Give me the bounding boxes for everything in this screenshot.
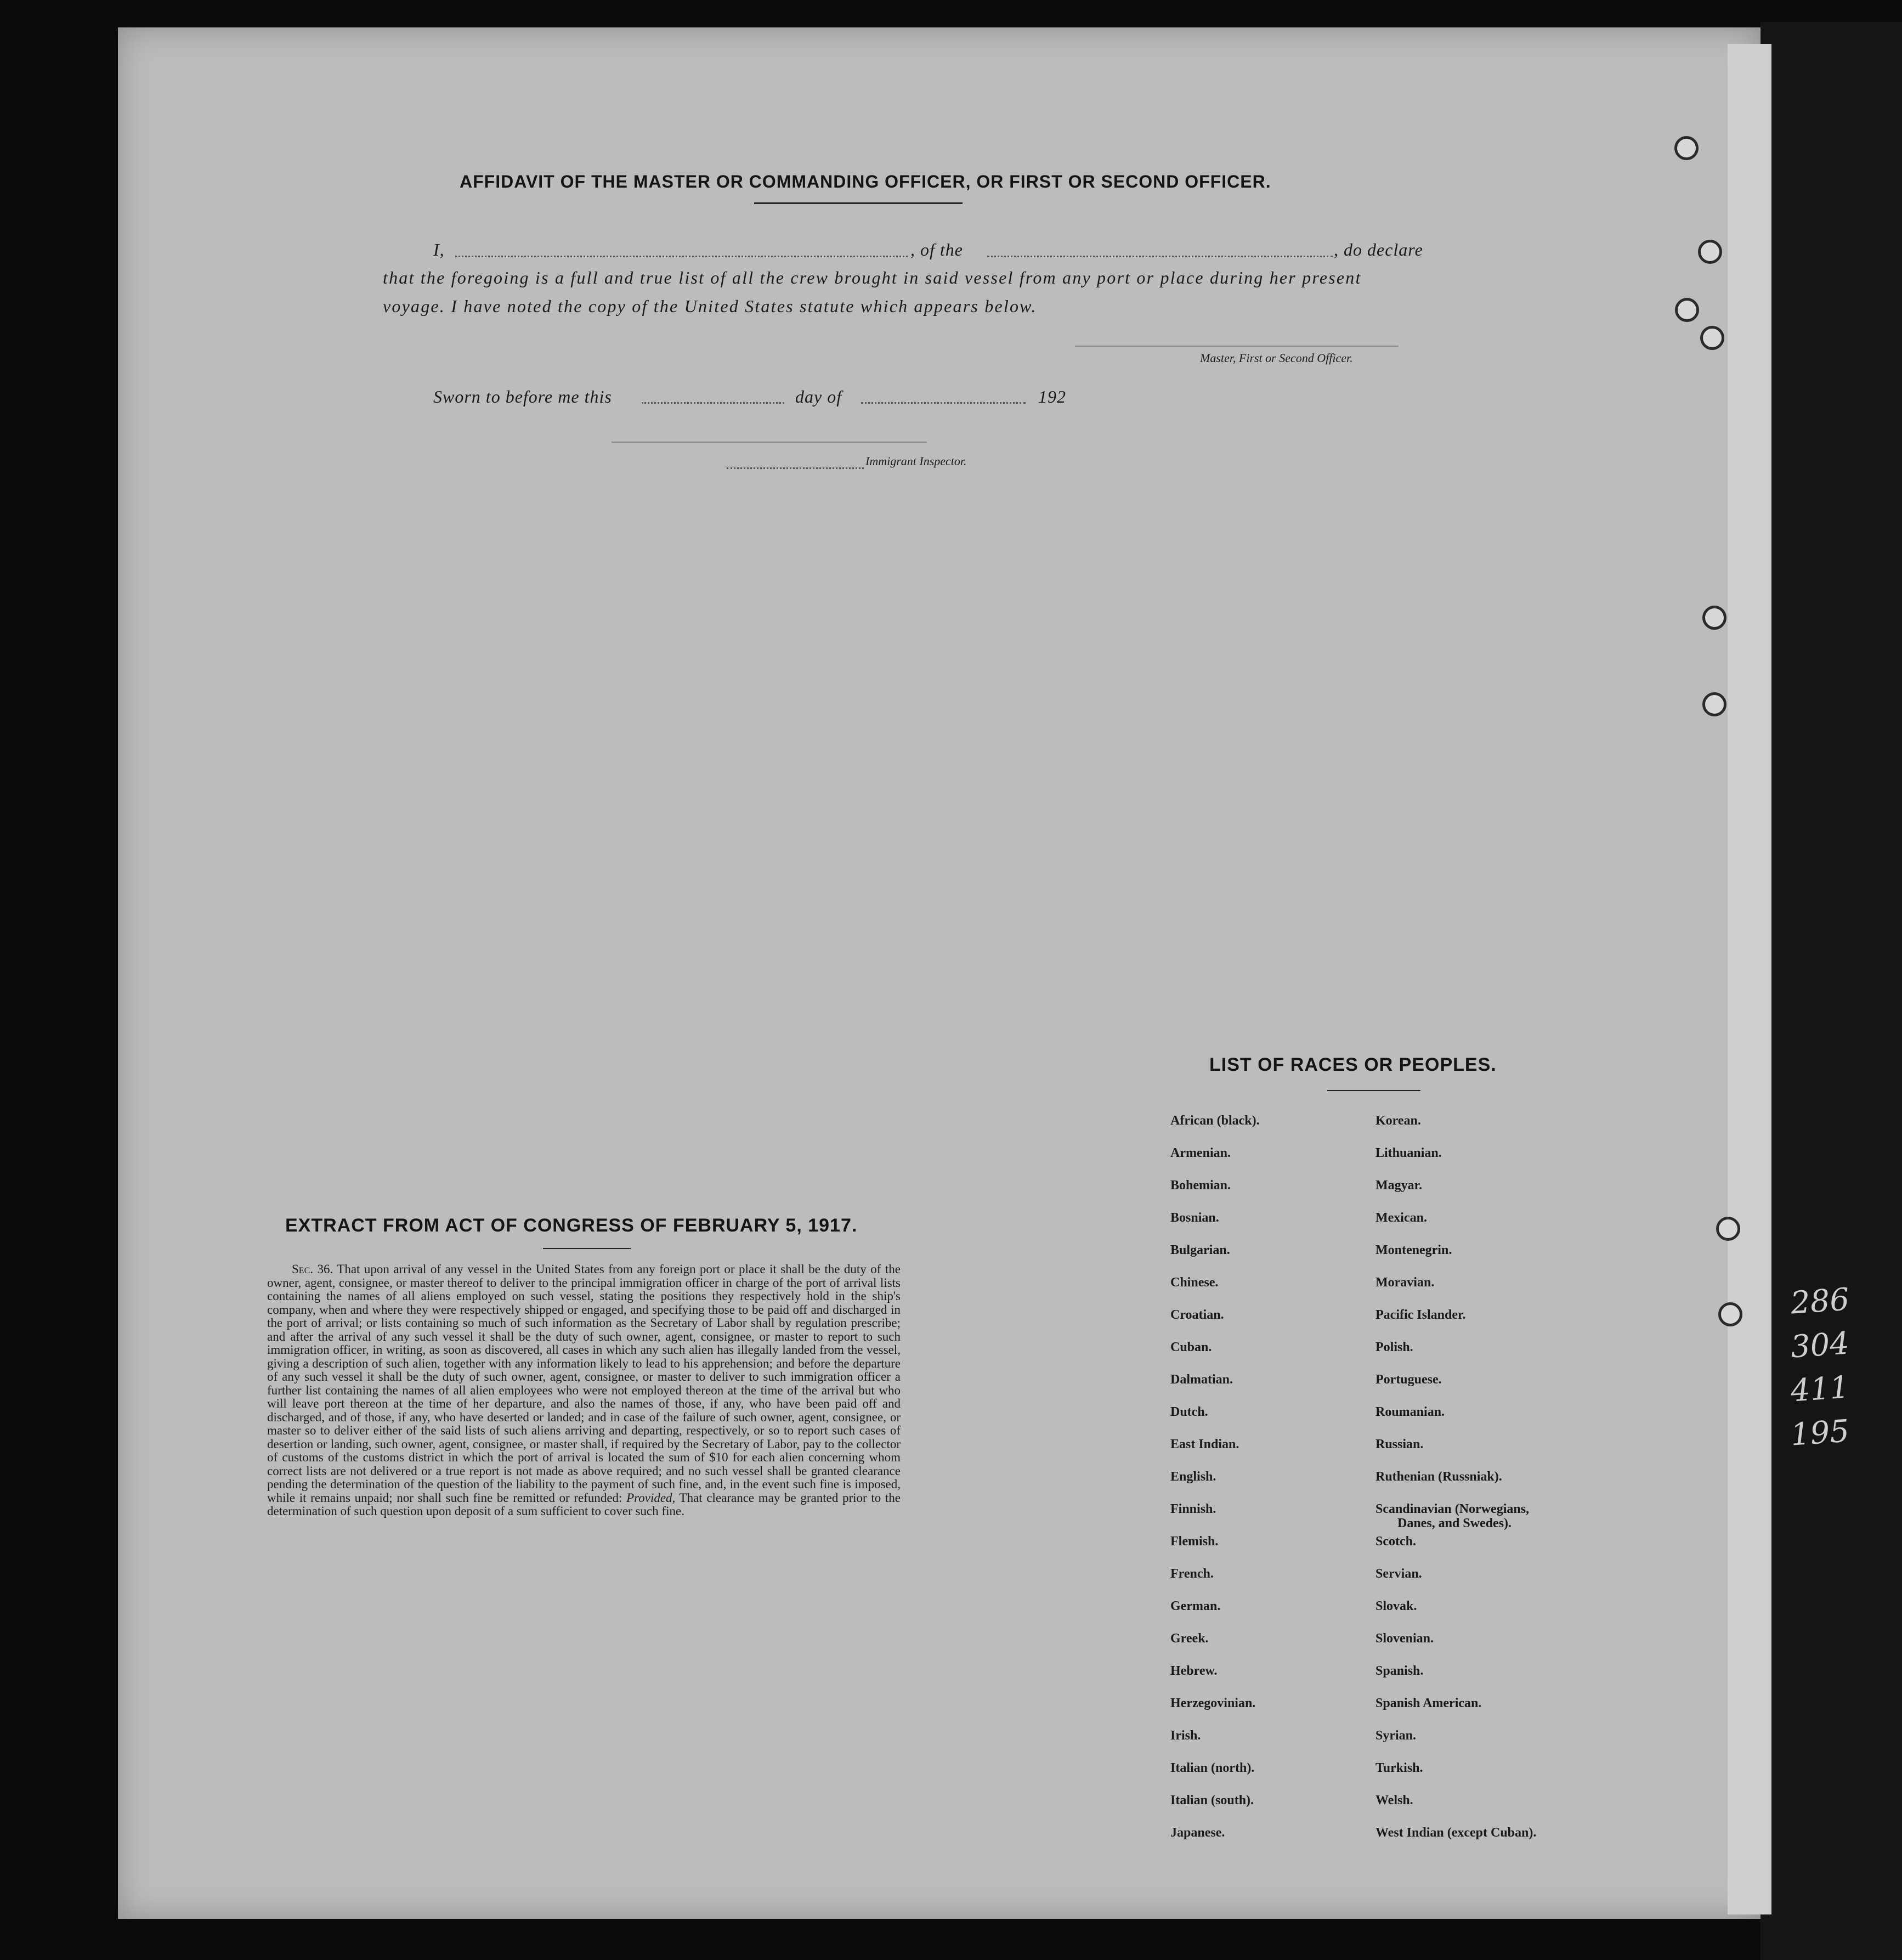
signature-caption: Master, First or Second Officer. (1200, 351, 1353, 365)
race-item: Croatian. (1170, 1308, 1224, 1322)
races-title-rule (1327, 1090, 1420, 1091)
race-item (1375, 1502, 1536, 1534)
sworn-day-of: day of (795, 387, 842, 406)
race-item: Armenian. (1170, 1146, 1231, 1160)
punch-hole (1702, 606, 1726, 630)
punch-hole (1675, 298, 1699, 322)
vessel-blank (987, 256, 1333, 257)
race-item: English. (1170, 1470, 1216, 1484)
bleed-through-text (329, 134, 338, 159)
affidavit-of-the: , of the (910, 240, 963, 259)
signature-blank (1075, 346, 1399, 347)
race-item: Japanese. (1170, 1826, 1225, 1840)
race-item: Moravian. (1375, 1275, 1435, 1290)
race-item: French. (1170, 1567, 1214, 1581)
affidavit-line-2: that the foregoing is a full and true list of all the crew brought in said vessel from any port or place during her present (383, 268, 1362, 287)
race-item: Greek. (1170, 1631, 1209, 1646)
margin-number: 411 (1789, 1369, 1851, 1409)
race-item: Korean. (1375, 1114, 1421, 1128)
race-item: Irish. (1170, 1729, 1201, 1743)
provided-word: Provided, (626, 1490, 676, 1505)
inspector-blank (727, 467, 864, 469)
race-item: Cuban. (1170, 1340, 1212, 1354)
affidavit-title-rule (754, 202, 963, 204)
extract-title: EXTRACT FROM ACT OF CONGRESS OF FEBRUARY 5, 1917. (285, 1215, 858, 1236)
margin-number: 195 (1789, 1413, 1851, 1453)
race-item: Dutch. (1170, 1405, 1208, 1419)
race-item: Ruthenian (Russniak). (1375, 1470, 1502, 1484)
race-item: Magyar. (1375, 1178, 1423, 1193)
inspector-caption: Immigrant Inspector. (865, 454, 967, 468)
race-item: Portuguese. (1375, 1372, 1442, 1387)
race-item: Flemish. (1170, 1534, 1219, 1549)
sworn-day-blank (642, 402, 784, 404)
margin-number: 286 (1789, 1281, 1851, 1321)
races-right-column (1375, 1114, 1536, 1858)
race-item-scandinavian: Scandinavian (Norwegians, (1375, 1502, 1530, 1516)
race-item: Bosnian. (1170, 1211, 1219, 1225)
binding-edge (1728, 44, 1771, 1914)
race-item: Syrian. (1375, 1729, 1417, 1743)
punch-hole (1700, 326, 1724, 350)
races-left-column (1170, 1114, 1260, 1858)
race-item: Welsh. (1375, 1793, 1413, 1808)
race-item: Lithuanian. (1375, 1146, 1442, 1160)
section-tail: That clearance may be granted prior to the determination of such question upon deposit of a sum sufficient to cover such fine. (267, 1490, 901, 1518)
race-item: Bulgarian. (1170, 1243, 1230, 1257)
race-item-scandinavian-cont: Danes, and Swedes). (1397, 1516, 1512, 1530)
scanner-background-strip (1761, 22, 1902, 1960)
affidavit-i: I, (433, 240, 445, 259)
race-item: Finnish. (1170, 1502, 1216, 1516)
race-item: Italian (north). (1170, 1761, 1255, 1775)
sworn-year: 192 (1038, 387, 1066, 406)
race-item: Montenegrin. (1375, 1243, 1452, 1257)
section-text: That upon arrival of any vessel in the United States from any foreign port or place it shall be the duty of the owner, agent, consignee, or master thereof to deliver to the principal immigration officer in charge of the port of arrival lists containing the names of all aliens employed on such vessel, stating the positions they respectively hold in the ship's company, when and where they were respectively shipped or engaged, and specifying those to be paid off and discharged in the port of arrival; or lists containing so much of such information as the Secretary of Labor shall by regulation prescribe; and after the arrival of any such vessel it shall be the duty of such owner, agent, consignee, or master to report to such immigration officer, in writing, as soon as discovered, all cases in which any such alien has illegally landed from the vessel, giving a description of such alien, together with any information likely to lead to his apprehension; and before the departure of any such vessel it shall be the duty of such owner, agent, consignee, or master to deliver to such immigration officer a further list containing the names of all alien employees who were not employed thereon at the time of the arrival but who will leave port thereon at the time of her departure, and also the names of those, if any, who have been paid off and discharged, and of those, if any, who have deserted or landed; and in case of the failure of such owner, agent, consignee, or master so to deliver either of the said lists of such aliens arriving and departing, respectively, or so to report such cases of desertion or landing, such owner, agent, consignee, or master shall, if required by the Secretary of Labor, pay to the collector of customs of the customs district in which the port of arrival is located the sum of $10 for each alien concerning whom correct lists are not delivered or a true report is not made as above required; and no such vessel shall be granted clearance pending the determination of the question of the liability to the payment of such fine, and, in the event such fine is imposed, while it remains unpaid; nor shall such fine be remitted or refunded: (267, 1262, 901, 1505)
race-item: Italian (south). (1170, 1793, 1254, 1808)
race-item: East Indian. (1170, 1437, 1239, 1451)
sworn-month-blank (861, 402, 1026, 404)
race-item: Slovak. (1375, 1599, 1417, 1613)
affidavit-line-3: voyage. I have noted the copy of the United States statute which appears below. (383, 296, 1037, 316)
race-item: Turkish. (1375, 1761, 1423, 1775)
race-item: Dalmatian. (1170, 1372, 1233, 1387)
race-item: Russian. (1375, 1437, 1424, 1451)
name-blank (455, 256, 908, 257)
race-item: Hebrew. (1170, 1664, 1218, 1678)
margin-number: 304 (1789, 1325, 1851, 1365)
race-item: West Indian (except Cuban). (1375, 1826, 1537, 1840)
sworn-prefix: Sworn to before me this (433, 387, 612, 406)
punch-hole (1698, 240, 1722, 264)
race-item: Spanish American. (1375, 1696, 1482, 1710)
races-title: LIST OF RACES OR PEOPLES. (1209, 1054, 1497, 1075)
affidavit-title: AFFIDAVIT OF THE MASTER OR COMMANDING OFFICER, OR FIRST OR SECOND OFFICER. (460, 172, 1271, 191)
race-item: Polish. (1375, 1340, 1413, 1354)
race-item: African (black). (1170, 1114, 1260, 1128)
race-item: Slovenian. (1375, 1631, 1434, 1646)
race-item: Pacific Islander. (1375, 1308, 1466, 1322)
race-item: Herzegovinian. (1170, 1696, 1256, 1710)
punch-hole (1716, 1217, 1740, 1241)
punch-hole (1718, 1302, 1742, 1326)
race-item: Roumanian. (1375, 1405, 1445, 1419)
inspector-rule (612, 442, 927, 443)
punch-hole (1702, 692, 1726, 716)
race-item: Bohemian. (1170, 1178, 1231, 1193)
statute-paragraph (267, 1263, 901, 1518)
race-item: Mexican. (1375, 1211, 1427, 1225)
race-item: Spanish. (1375, 1664, 1424, 1678)
affidavit-declare: , do declare (1334, 240, 1423, 259)
section-label: Sec. 36. (292, 1262, 333, 1276)
race-item: Scotch. (1375, 1534, 1416, 1549)
extract-title-rule (543, 1248, 631, 1249)
race-item: Servian. (1375, 1567, 1422, 1581)
punch-hole (1674, 136, 1699, 160)
race-item: Chinese. (1170, 1275, 1219, 1290)
race-item: German. (1170, 1599, 1221, 1613)
